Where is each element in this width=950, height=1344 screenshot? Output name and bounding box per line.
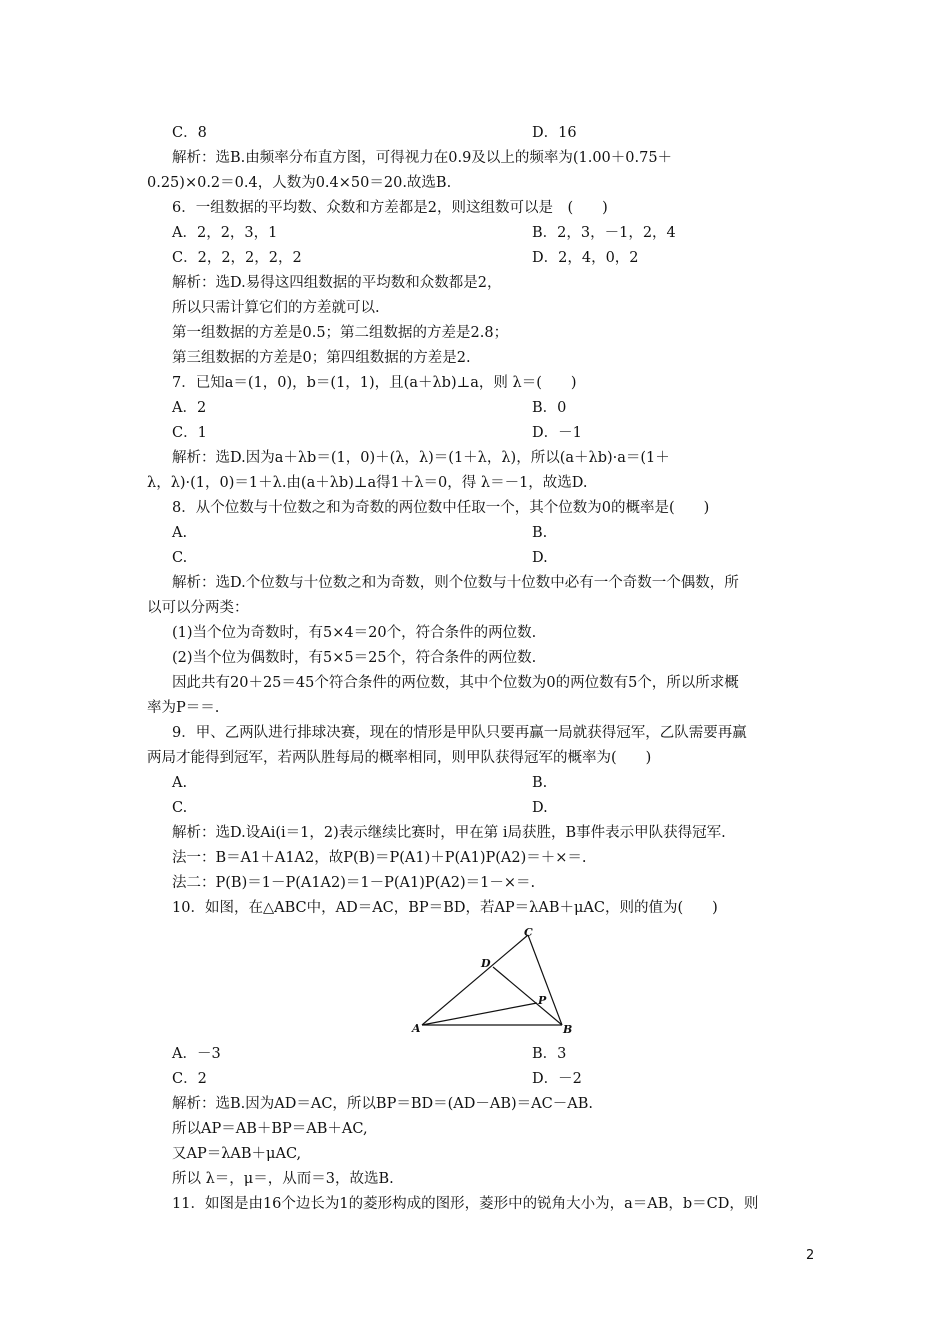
solution-q6-line2: 所以只需计算它们的方差就可以. (172, 300, 380, 316)
label-p: P (538, 994, 547, 1007)
label-c: C (524, 926, 533, 939)
solution-q9-line3: 法二：P(B)＝1－P(A1A2)＝1－P(A1)P(A2)＝1－×＝. (172, 875, 536, 891)
triangle-figure (400, 925, 590, 1040)
solution-q5-line1: 解析：选B.由频率分布直方图，可得视力在0.9及以上的频率为(1.00＋0.75＋ (172, 150, 673, 166)
question-6: 6．一组数据的平均数、众数和方差都是2，则这组数可以是 ( ) (172, 200, 608, 216)
page-number: 2 (806, 1248, 815, 1263)
option-d-q10: D．－2 (532, 1071, 582, 1087)
option-c-q10: C．2 (172, 1071, 207, 1087)
solution-q8-line2: 以可以分两类： (147, 600, 249, 616)
option-a-q6: A．2，2，3，1 (172, 225, 278, 241)
solution-q10-line4: 所以 λ＝，μ＝，从而＝3，故选B. (172, 1171, 394, 1187)
solution-q8-line3: (1)当个位为奇数时，有5×4＝20个，符合条件的两位数. (172, 625, 537, 641)
option-a-q8: A. (172, 525, 188, 541)
option-a-q7: A．2 (172, 400, 207, 416)
option-b-q8: B. (532, 525, 548, 541)
question-11: 11．如图是由16个边长为1的菱形构成的图形，菱形中的锐角大小为，a＝AB，b＝CD，则 (172, 1196, 759, 1212)
question-10: 10．如图，在△ABC中，AD＝AC，BP＝BD，若AP＝λAB＋μAC，则的值为( ) (172, 900, 718, 916)
question-9-line2: 两局才能得到冠军，若两队胜每局的概率相同，则甲队获得冠军的概率为( ) (147, 750, 652, 766)
option-c-q9: C. (172, 800, 188, 816)
option-d-q6: D．2，4，0，2 (532, 250, 639, 266)
question-9-line1: 9．甲、乙两队进行排球决赛，现在的情形是甲队只要再赢一局就获得冠军，乙队需要再赢 (172, 725, 747, 741)
solution-q6-line1: 解析：选D.易得这四组数据的平均数和众数都是2， (172, 275, 502, 291)
solution-q5-line2: 0.25)×0.2＝0.4，人数为0.4×50＝20.故选B. (147, 175, 452, 191)
solution-q8-line5: 因此共有20＋25＝45个符合条件的两位数，其中个位数为0的两位数有5个，所以所求概 (172, 675, 739, 691)
solution-q9-line1: 解析：选D.设Ai(i＝1，2)表示继续比赛时，甲在第 i局获胜，B事件表示甲队获得冠军. (172, 825, 726, 841)
option-d-q5: D．16 (532, 125, 577, 141)
option-d-q7: D．－1 (532, 425, 582, 441)
solution-q9-line2: 法一：B＝A1＋A1A2，故P(B)＝P(A1)＋P(A1)P(A2)＝＋×＝. (172, 850, 587, 866)
question-8: 8．从个位数与十位数之和为奇数的两位数中任取一个，其个位数为0的概率是( ) (172, 500, 710, 516)
solution-q10-line3: 又AP＝λAB＋μAC, (172, 1146, 302, 1162)
option-c-q6: C．2，2，2，2，2 (172, 250, 302, 266)
solution-q7-line2: λ，λ)·(1，0)＝1＋λ.由(a＋λb)⊥a得1＋λ＝0，得 λ＝－1，故选D. (147, 475, 588, 491)
solution-q8-line1: 解析：选D.个位数与十位数之和为奇数，则个位数与十位数中必有一个奇数一个偶数，所 (172, 575, 739, 591)
option-c-q7: C．1 (172, 425, 207, 441)
solution-q8-line4: (2)当个位为偶数时，有5×5＝25个，符合条件的两位数. (172, 650, 537, 666)
question-7: 7．已知a＝(1，0)，b＝(1，1)，且(a＋λb)⊥a，则 λ＝( ) (172, 375, 577, 391)
option-a-q10: A．－3 (172, 1046, 221, 1062)
option-a-q9: A. (172, 775, 188, 791)
label-a: A (412, 1022, 421, 1035)
solution-q10-line1: 解析：选B.因为AD＝AC，所以BP＝BD＝(AD－AB)＝AC－AB. (172, 1096, 593, 1112)
label-d: D (481, 957, 491, 970)
option-b-q10: B．3 (532, 1046, 567, 1062)
option-d-q9: D. (532, 800, 548, 816)
label-b: B (563, 1023, 573, 1036)
option-d-q8: D. (532, 550, 548, 566)
option-c-q8: C. (172, 550, 188, 566)
option-b-q7: B．0 (532, 400, 567, 416)
solution-q10-line2: 所以AP＝AB＋BP＝AB＋AC, (172, 1121, 368, 1137)
solution-q7-line1: 解析：选D.因为a＋λb＝(1，0)＋(λ，λ)＝(1＋λ，λ)，所以(a＋λb)·a＝(1＋ (172, 450, 670, 466)
option-c-q5: C．8 (172, 125, 207, 141)
solution-q6-line3: 第一组数据的方差是0.5；第二组数据的方差是2.8； (172, 325, 509, 341)
solution-q6-line4: 第三组数据的方差是0；第四组数据的方差是2. (172, 350, 471, 366)
option-b-q9: B. (532, 775, 548, 791)
solution-q8-line6: 率为P＝＝. (147, 700, 220, 716)
option-b-q6: B．2，3，－1，2，4 (532, 225, 676, 241)
